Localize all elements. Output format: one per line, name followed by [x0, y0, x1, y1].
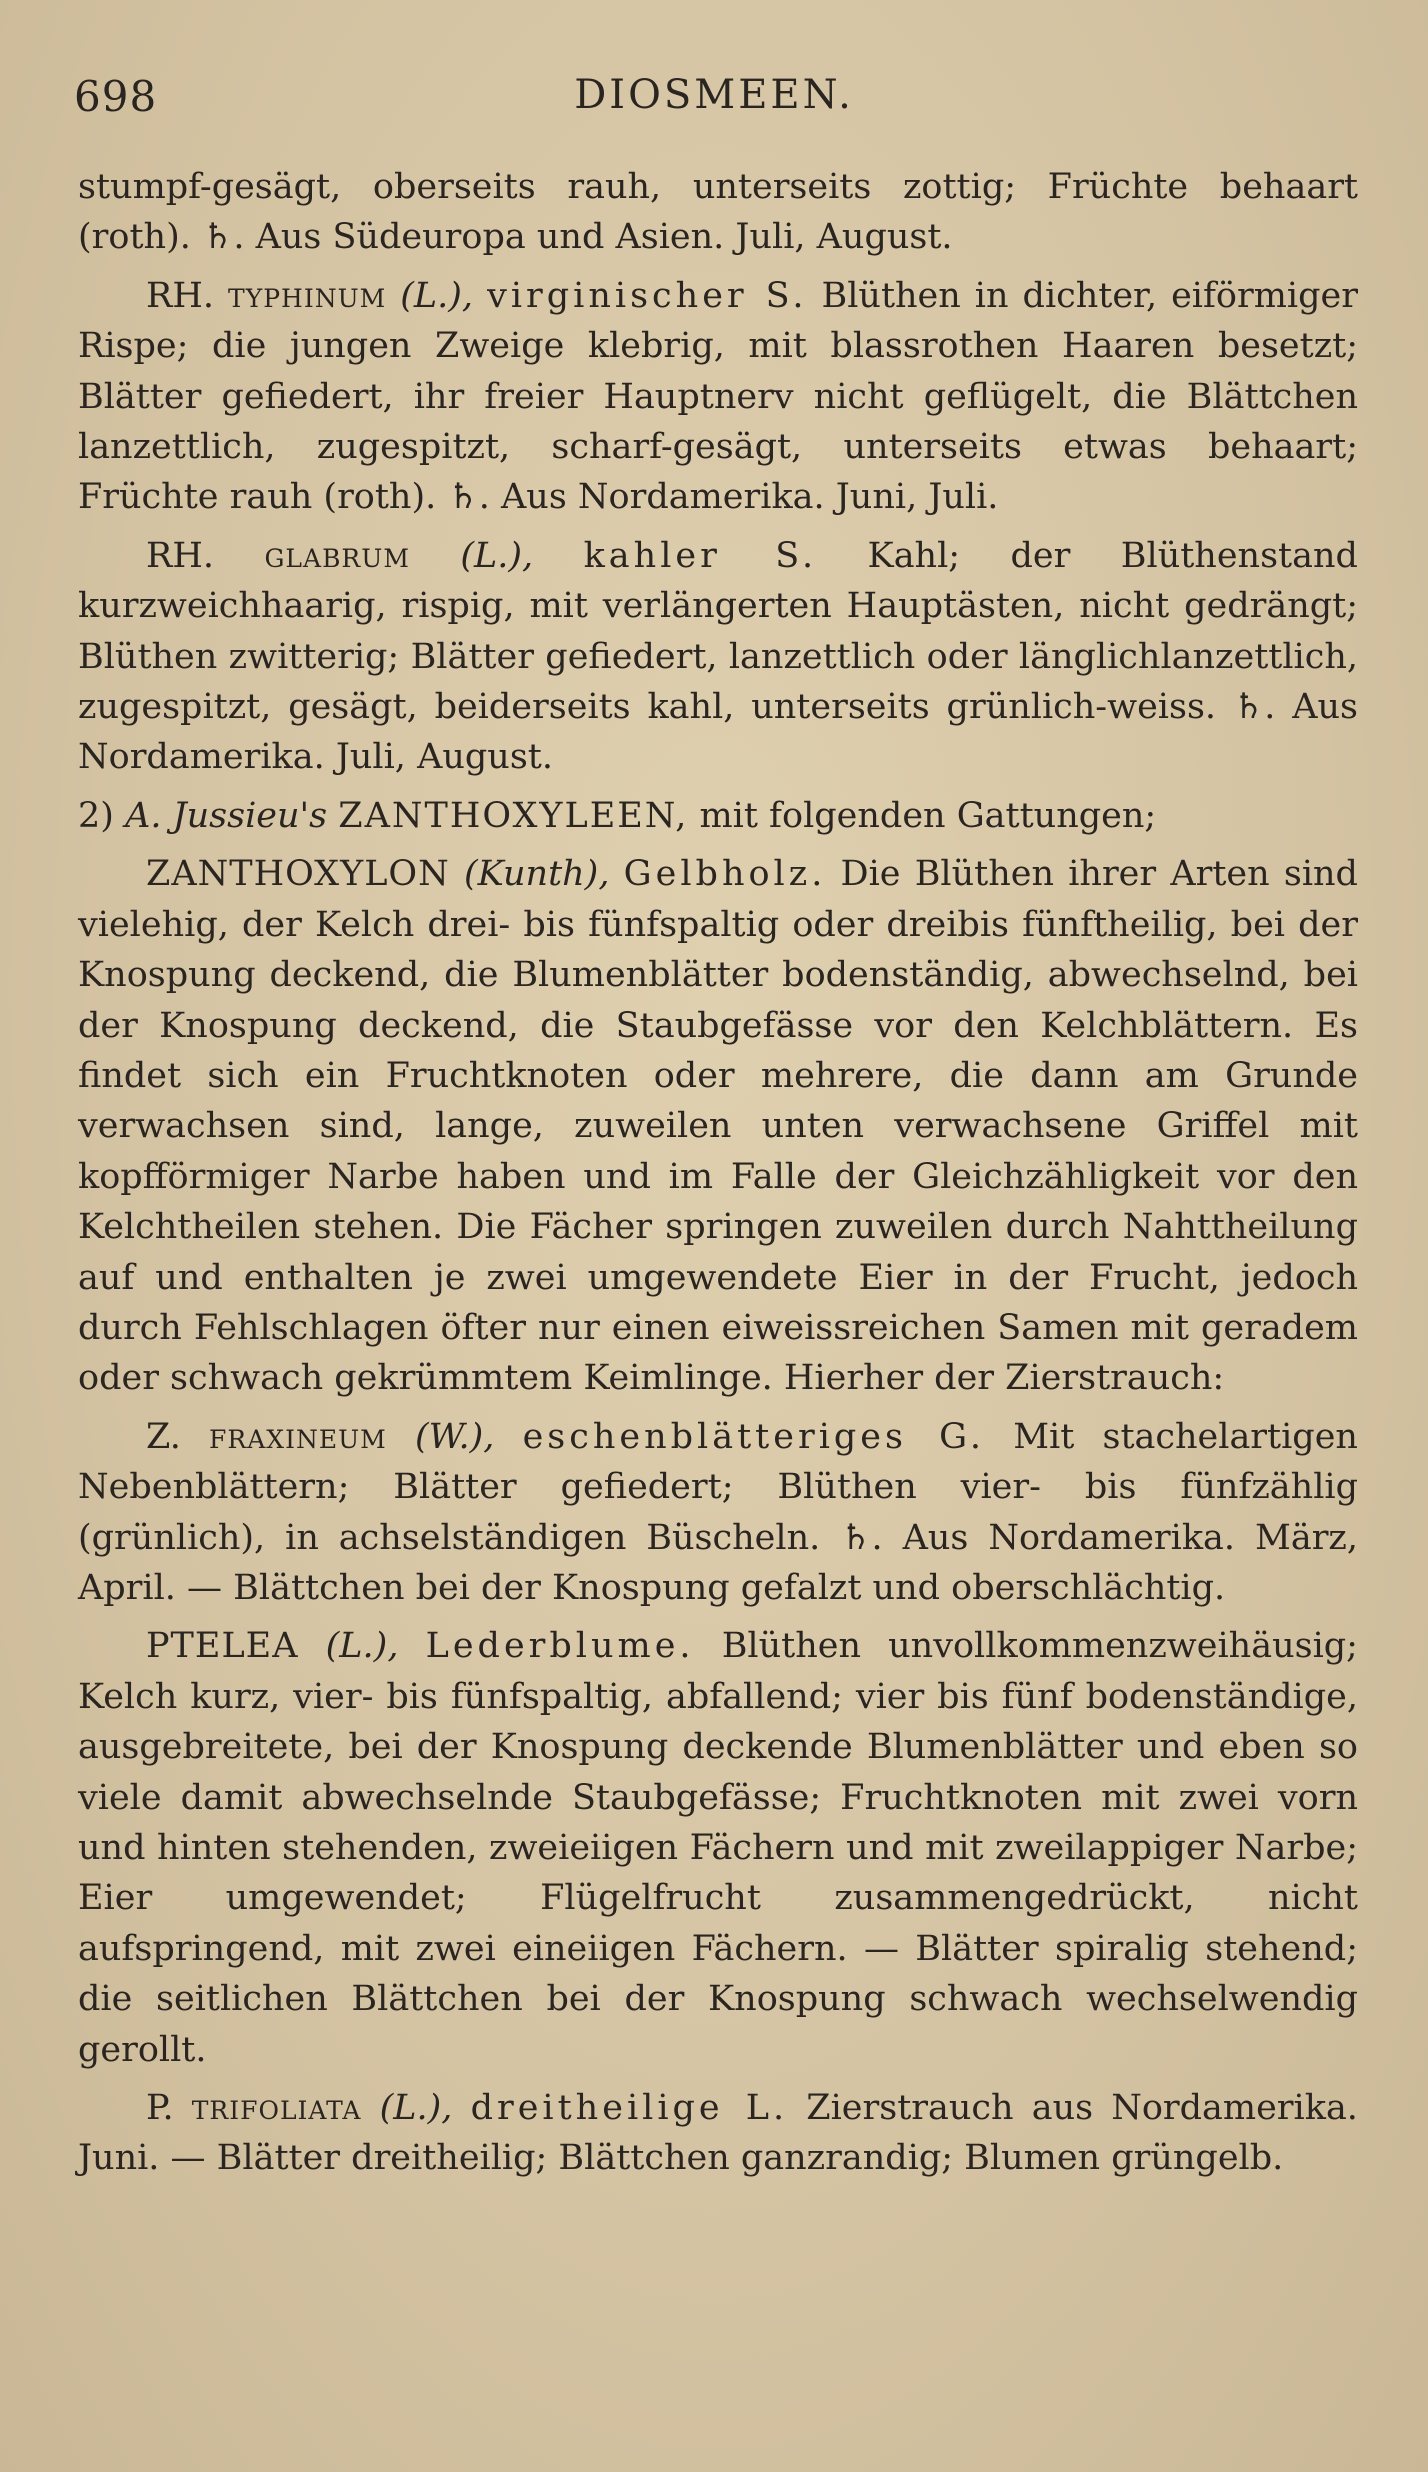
vernacular-name: Lederblume. — [425, 1626, 695, 1667]
entry-description: Mit stachelartigen Nebenblättern; Blätter gefiedert; Blüthen vier- bis fünfzählig (grünlich), in achselständigen Büscheln. ♄. Aus Nordamerika. März, April. — Blättchen bei der Knospung gefalzt und oberschlächtig. — [78, 1416, 1358, 1608]
author-citation: (Kunth), — [463, 854, 610, 895]
author-citation: (L.), — [460, 535, 534, 576]
author-citation: (L.), — [379, 2088, 453, 2129]
entry-description: Blüthen in dichter, eiförmiger Rispe; die jungen Zweige klebrig, mit blassrothen Haaren besetzt; Blätter gefiedert, ihr freier Hauptnerv nicht geflügelt, die Blättchen lanzettlich, zugespitzt, scharf-gesägt, unterseits etwas behaart; Früchte rauh (roth). ♄. Aus Nordamerika. Juni, Juli. — [78, 275, 1358, 518]
paragraph-continuation — [78, 162, 1358, 263]
genus-abbrev: RH. — [146, 535, 215, 576]
section-number: 2) — [78, 795, 114, 836]
genus-zanthoxylon — [78, 849, 1358, 1403]
entry-rhus-glabrum — [78, 531, 1358, 783]
family-author: A. Jussieu's — [125, 795, 328, 836]
page-header — [74, 72, 1354, 132]
family-heading-zanthoxyleen — [78, 791, 1358, 841]
species-name: typhinum — [228, 275, 387, 316]
vernacular-name: dreitheilige L. — [470, 2088, 789, 2129]
family-name: ZANTHOXYLEEN, — [338, 795, 689, 836]
genus-description: Blüthen unvollkommenzweihäusig; Kelch kurz, vier- bis fünfspaltig, abfallend; vier bis fünf bodenständige, ausgebreitete, bei der Knospung deckende Blumenblätter und eben so viele damit abwechselnde Staubgefässe; Fruchtknoten mit zwei vorn und hinten stehenden, zweieiigen Fächern und mit zweilappiger Narbe; Eier umgewendet; Flügelfrucht zusammengedrückt, nicht aufspringend, mit zwei eineiigen Fächern. — Blätter spiralig stehend; die seitlichen Blättchen bei der Knospung schwach wechselwendig gerollt. — [78, 1626, 1358, 2070]
author-citation: (L.), — [325, 1626, 399, 1667]
body-text — [78, 162, 1358, 2192]
species-name: trifoliata — [191, 2088, 362, 2129]
page-number: 698 — [74, 72, 158, 121]
vernacular-name: Gelbholz. — [623, 854, 827, 895]
species-name: glabrum — [264, 535, 410, 576]
paragraph-text: stumpf-gesägt, oberseits rauh, unterseits zottig; Früchte behaart (roth). ♄. Aus Südeuropa und Asien. Juli, August. — [78, 167, 1358, 258]
author-citation: (W.), — [414, 1416, 495, 1457]
genus-description: Die Blüthen ihrer Arten sind vielehig, der Kelch drei- bis fünfspaltig oder dreibis fünftheilig, bei der Knospung deckend, die Blumenblätter bodenständig, abwechselnd, bei der Knospung deckend, die Staubgefässe vor den Kelchblättern. Es findet sich ein Fruchtknoten oder mehrere, die dann am Grunde verwachsen sind, lange, zuweilen unten verwachsene Griffel mit kopfförmiger Narbe haben und im Falle der Gleichzähligkeit vor den Kelchtheilen stehen. Die Fächer springen zuweilen durch Nahttheilung auf und enthalten je zwei umgewendete Eier in der Frucht, jedoch durch Fehlschlagen öfter nur einen eiweissreichen Samen mit geradem oder schwach gekrümmtem Keimlinge. Hierher der Zierstrauch: — [78, 854, 1358, 1399]
species-name: fraxineum — [209, 1416, 387, 1457]
genus-ptelea — [78, 1621, 1358, 2075]
running-title: DIOSMEEN. — [574, 72, 854, 118]
family-heading-text: mit folgenden Gattungen; — [699, 795, 1157, 836]
entry-ptelea-trifoliata — [78, 2083, 1358, 2184]
author-citation: (L.), — [400, 275, 474, 316]
entry-description: Kahl; der Blüthenstand kurzweichhaarig, rispig, mit verlängerten Hauptästen, nicht gedrängt; Blüthen zwitterig; Blätter gefiedert, lanzettlich oder länglichlanzettlich, zugespitzt, gesägt, beiderseits kahl, unterseits grünlich-weiss. ♄. Aus Nordamerika. Juli, August. — [78, 535, 1358, 778]
genus-abbrev: RH. — [146, 275, 215, 316]
entry-description: Zierstrauch aus Nordamerika. Juni. — Blätter dreitheilig; Blättchen ganzrandig; Blumen grüngelb. — [78, 2088, 1358, 2179]
genus-abbrev: Z. — [146, 1416, 181, 1457]
vernacular-name: virginischer S. — [487, 275, 808, 316]
genus-name: ZANTHOXYLON — [146, 854, 450, 895]
entry-zanthoxylon-fraxineum — [78, 1412, 1358, 1614]
entry-rhus-typhinum — [78, 271, 1358, 523]
vernacular-name: eschenblätteriges G. — [522, 1416, 985, 1457]
vernacular-name: kahler S. — [583, 535, 818, 576]
genus-name: PTELEA — [146, 1626, 299, 1667]
genus-abbrev: P. — [146, 2088, 174, 2129]
